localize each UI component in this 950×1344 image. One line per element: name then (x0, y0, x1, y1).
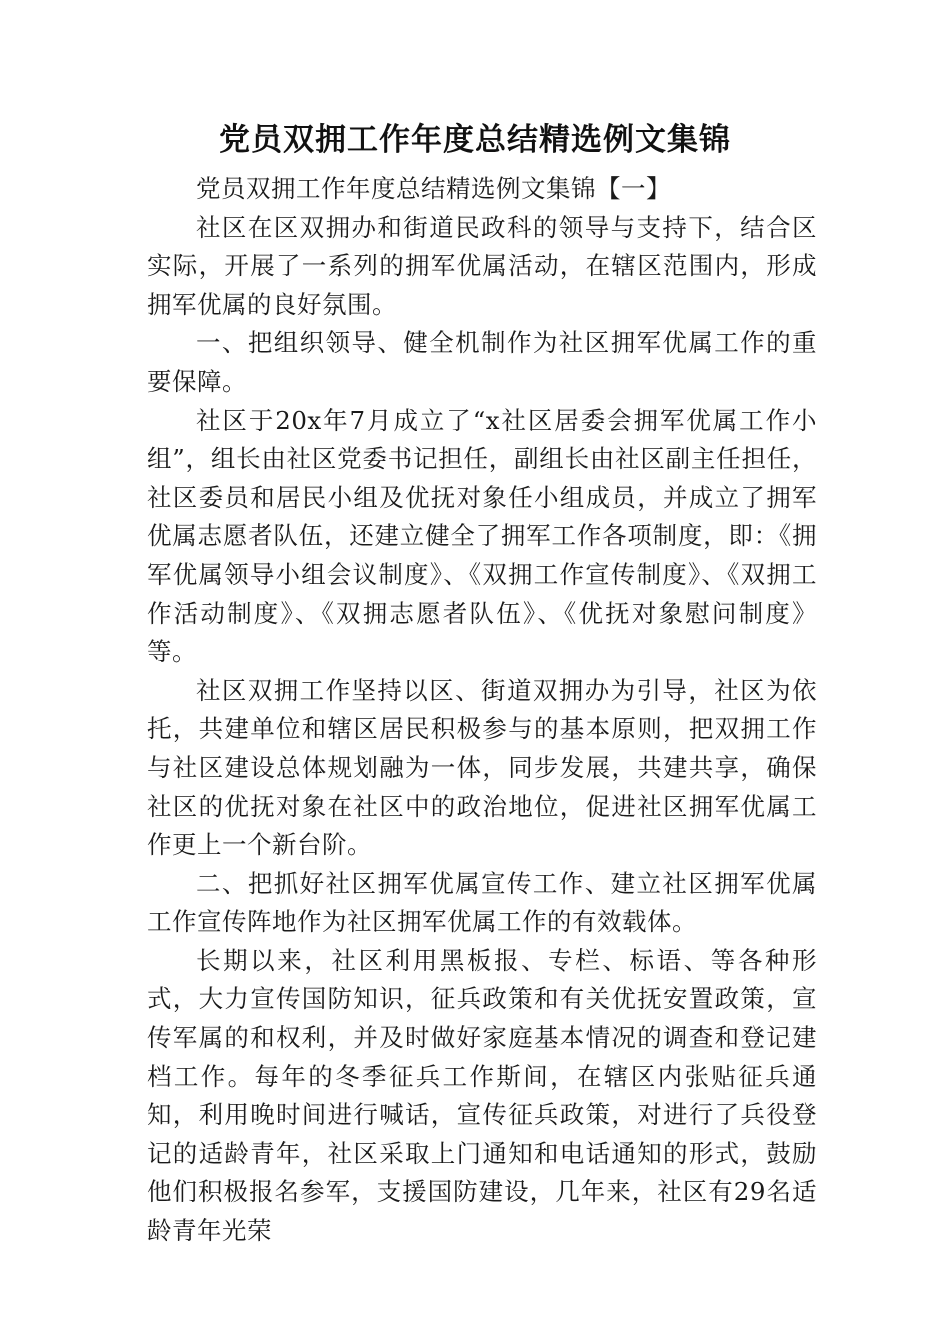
paragraph: 社区在区双拥办和街道民政科的领导与支持下，结合区实际，开展了一系列的拥军优属活动，在辖区范围内，形成拥军优属的良好氛围。 (147, 212, 817, 319)
paragraph: 社区双拥工作坚持以区、街道双拥办为引导，社区为依托，共建单位和辖区居民积极参与的基本原则，把双拥工作与社区建设总体规划融为一体，同步发展，共建共享，确保社区的优抚对象在社区中的政治地位，促进社区拥军优属工作更上一个新台阶。 (147, 675, 817, 860)
paragraph-heading-2: 二、把抓好社区拥军优属宣传工作、建立社区拥军优属工作宣传阵地作为社区拥军优属工作的有效载体。 (147, 868, 817, 937)
paragraph-subtitle: 党员双拥工作年度总结精选例文集锦【一】 (196, 174, 671, 203)
paragraph: 长期以来，社区利用黑板报、专栏、标语、等各种形式，大力宣传国防知识，征兵政策和有关优抚安置政策，宣传军属的和权利，并及时做好家庭基本情况的调查和登记建档工作。每年的冬季征兵工作斯间，在辖区内张贴征兵通知，利用晚时间进行喊话，宣传征兵政策，对进行了兵役登记的适龄青年，社区采取上门通知和电话通知的形式，鼓励他们积极报名参军，支援国防建设，几年来，社区有29名适龄青年光荣 (147, 945, 817, 1246)
document-body (147, 170, 817, 1251)
document-title: 党员双拥工作年度总结精选例文集锦 (219, 122, 731, 158)
paragraph: 社区于20x年7月成立了“x社区居委会拥军优属工作小组”，组长由社区党委书记担任，副组长由社区副主任担任，社区委员和居民小组及优抚对象任小组成员，并成立了拥军优属志愿者队伍，还建立健全了拥军工作各项制度，即：《拥军优属领导小组会议制度》、《双拥工作宣传制度》、《双拥工作活动制度》、《双拥志愿者队伍》、《优抚对象慰问制度》等。 (147, 405, 817, 667)
paragraph-heading-1: 一、把组织领导、健全机制作为社区拥军优属工作的重要保障。 (147, 328, 817, 396)
